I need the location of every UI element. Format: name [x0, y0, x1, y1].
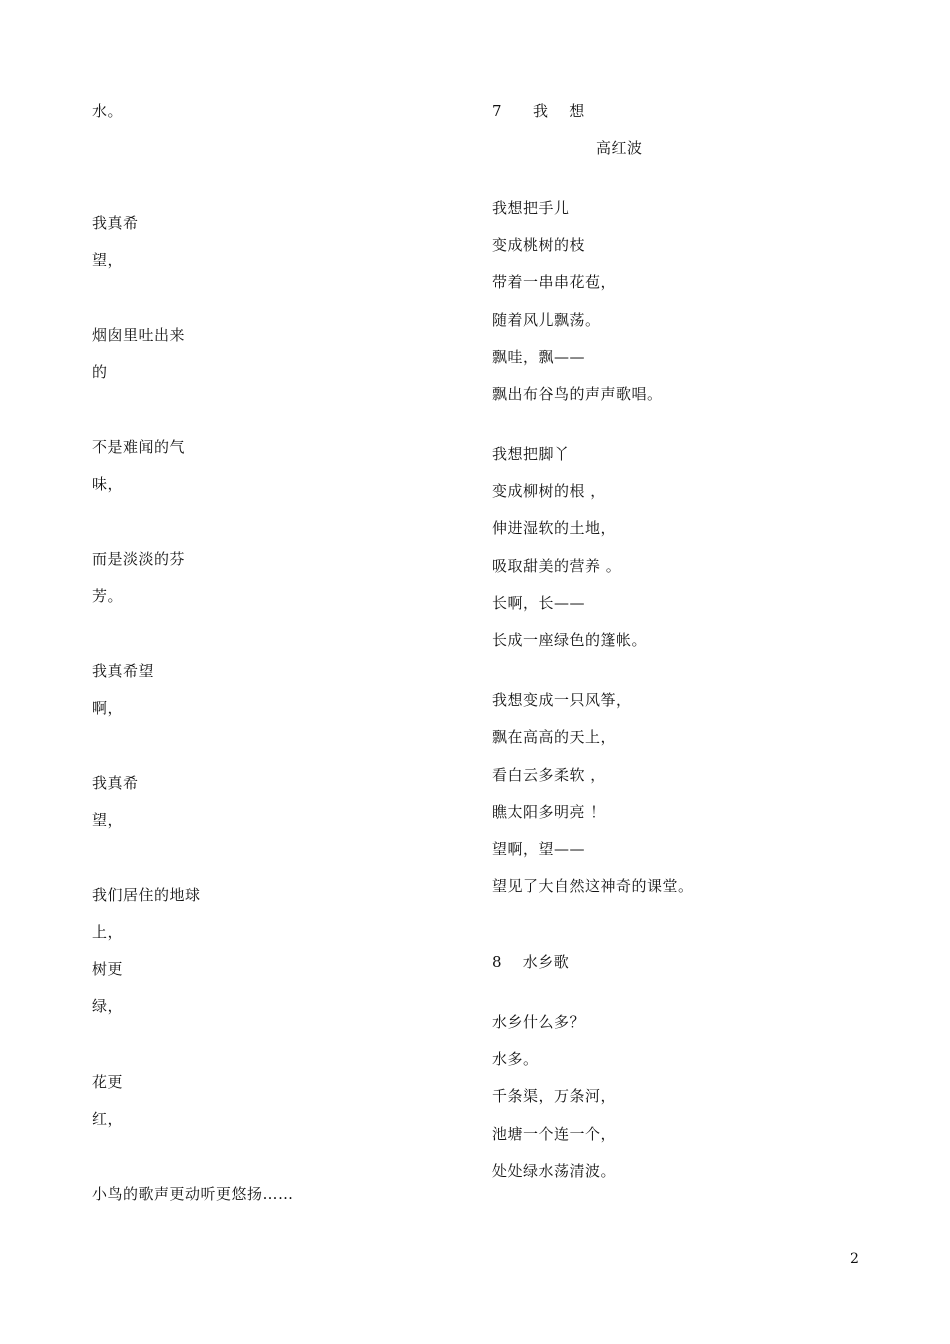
- poem-line: 千条渠，万条河，: [492, 1087, 617, 1105]
- poem-line: 飘出布谷鸟的声声歌唱。: [492, 385, 663, 403]
- poem-line: 处处绿水荡清波。: [492, 1162, 617, 1180]
- poem-line: 随着风儿飘荡。: [492, 311, 601, 329]
- poem-line: 瞧太阳多明亮 ！: [492, 803, 606, 821]
- poem-line: 长啊，长——: [492, 594, 586, 612]
- text-line: 红，: [92, 1110, 124, 1128]
- text-line: 水。: [92, 102, 124, 120]
- poem-title: 7 我 想: [492, 102, 585, 120]
- text-line: 的: [92, 363, 108, 381]
- text-line: 我真希: [92, 214, 139, 232]
- page-number: 2: [850, 1251, 859, 1267]
- poem-title: 8 水乡歌: [492, 953, 570, 971]
- poem-line: 我想把手儿: [492, 199, 570, 217]
- poem-line: 水乡什么多？: [492, 1013, 586, 1031]
- text-line: 望，: [92, 251, 124, 269]
- poem-line: 飘哇，飘——: [492, 348, 586, 366]
- poem-line: 望啊，望——: [492, 840, 586, 858]
- poem-line: 望见了大自然这神奇的课堂。: [492, 877, 694, 895]
- text-line: 啊，: [92, 699, 124, 717]
- poem-line: 变成桃树的枝: [492, 236, 586, 254]
- poem-line: 水多。: [492, 1050, 539, 1068]
- poem-line: 长成一座绿色的篷帐。: [492, 631, 648, 649]
- poem-line: 我想变成一只风筝，: [492, 691, 632, 709]
- poem-line: 变成柳树的根 ，: [492, 482, 606, 500]
- poem-line: 吸取甜美的营养 。: [492, 557, 622, 575]
- text-line: 芳。: [92, 587, 124, 605]
- text-line: 我真希: [92, 774, 139, 792]
- text-line: 我真希望: [92, 662, 155, 680]
- poem-line: 飘在高高的天上，: [492, 728, 617, 746]
- text-line: 小鸟的歌声更动听更悠扬……: [92, 1185, 294, 1203]
- text-line: 望，: [92, 811, 124, 829]
- poem-line: 伸进湿软的土地，: [492, 519, 617, 537]
- text-line: 烟囱里吐出来: [92, 326, 186, 344]
- text-line: 而是淡淡的芬: [92, 550, 186, 568]
- poem-line: 我想把脚丫: [492, 445, 570, 463]
- text-line: 味，: [92, 475, 124, 493]
- text-line: 我们居住的地球: [92, 886, 201, 904]
- text-line: 上，: [92, 923, 124, 941]
- text-line: 绿，: [92, 997, 124, 1015]
- text-line: 花更: [92, 1073, 124, 1091]
- text-line: 不是难闻的气: [92, 438, 186, 456]
- text-line: 树更: [92, 960, 124, 978]
- poem-line: 池塘一个连一个，: [492, 1125, 617, 1143]
- poem-line: 看白云多柔软 ，: [492, 766, 606, 784]
- poem-line: 带着一串串花苞，: [492, 273, 617, 291]
- poem-author: 高红波: [596, 139, 643, 157]
